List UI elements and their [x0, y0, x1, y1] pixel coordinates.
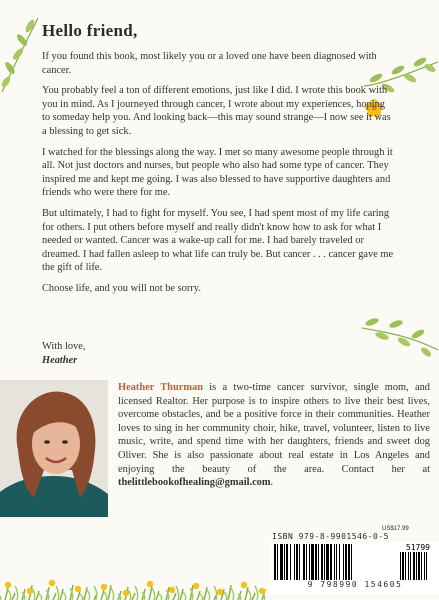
author-bio-text: is a two-time cancer survivor, single mom, and licensed Realtor. Her purpose is to inspire others to live their best lives, overcome obstacles, and be a positive force in their communities. Heather loves to sing in her community choir, hike, travel, volunteer, listen to live music, write, and spend time with her daughters, friends and sweet dog Oliver. She is also passionate about real estate in Los Angeles and enjoying the beauty of the area. Contact her at	[118, 382, 430, 475]
dandelion-icon	[147, 581, 153, 587]
barcode-digits: 9 798990 154605	[270, 580, 439, 589]
dandelion-icon	[27, 588, 33, 594]
author-bio-end: .	[270, 477, 274, 489]
dandelion-icon	[259, 588, 265, 594]
vine-right-middle-decoration	[360, 306, 439, 366]
greeting-heading: Hello friend,	[42, 21, 138, 40]
dandelion-icon	[75, 586, 81, 592]
price-code-label: 51799	[405, 543, 430, 552]
letter-closing: With love,	[42, 341, 86, 352]
flower-meadow-decoration	[0, 565, 439, 600]
letter-paragraph: You probably feel a ton of different emotions, just like I did. I wrote this book with you in mind. As I journeyed through cancer, I wrote about my experiences, hoping to someday help you. And looking back—this may sound strange—I now see it was a blessing to get sick.	[42, 85, 391, 137]
author-email-link[interactable]: thelittlebookofhealing@gmail.com	[118, 477, 271, 489]
dandelion-icon	[169, 587, 175, 593]
author-photo	[0, 380, 108, 517]
author-bio	[118, 381, 430, 490]
dandelion-icon	[5, 582, 11, 588]
letter-paragraph: Choose life, and you will not be sorry.	[42, 282, 201, 294]
dandelion-icon	[241, 582, 247, 588]
letter-body	[42, 50, 394, 303]
dandelion-icon	[101, 584, 107, 590]
letter-paragraph: I watched for the blessings along the way. I met so many awesome people through it all. Not just doctors and nurses, but people who also had some type of cancer. They inspired me and kept me going. I was also blessed to have supportive daughters and friends who were there for me.	[42, 146, 393, 199]
letter-paragraph: If you found this book, most likely you or a loved one have been diagnosed with cancer.	[42, 51, 377, 76]
letter-paragraph: But ultimately, I had to fight for myself. You see, I had spent most of my life caring for others. I put others before myself and really didn't know how to ask for what I needed or wanted. Cancer was a wake-up call for me. I had barely traveled or dreamed. I had fallen asleep to what life can truly be. But cancer . . . cancer gave me the gift of life.	[42, 207, 394, 274]
letter-signoff	[42, 340, 85, 368]
vine-left-top-decoration	[0, 14, 44, 94]
dandelion-icon	[123, 590, 129, 596]
letter-signature: Heather	[42, 355, 78, 366]
isbn-label: ISBN 979-8-9901546-0-5	[272, 532, 389, 541]
dandelion-icon	[217, 589, 223, 595]
dandelion-icon	[193, 583, 199, 589]
dandelion-icon	[49, 580, 55, 586]
author-name: Heather Thurman	[118, 382, 203, 393]
price-label: US$17.99	[382, 526, 409, 532]
